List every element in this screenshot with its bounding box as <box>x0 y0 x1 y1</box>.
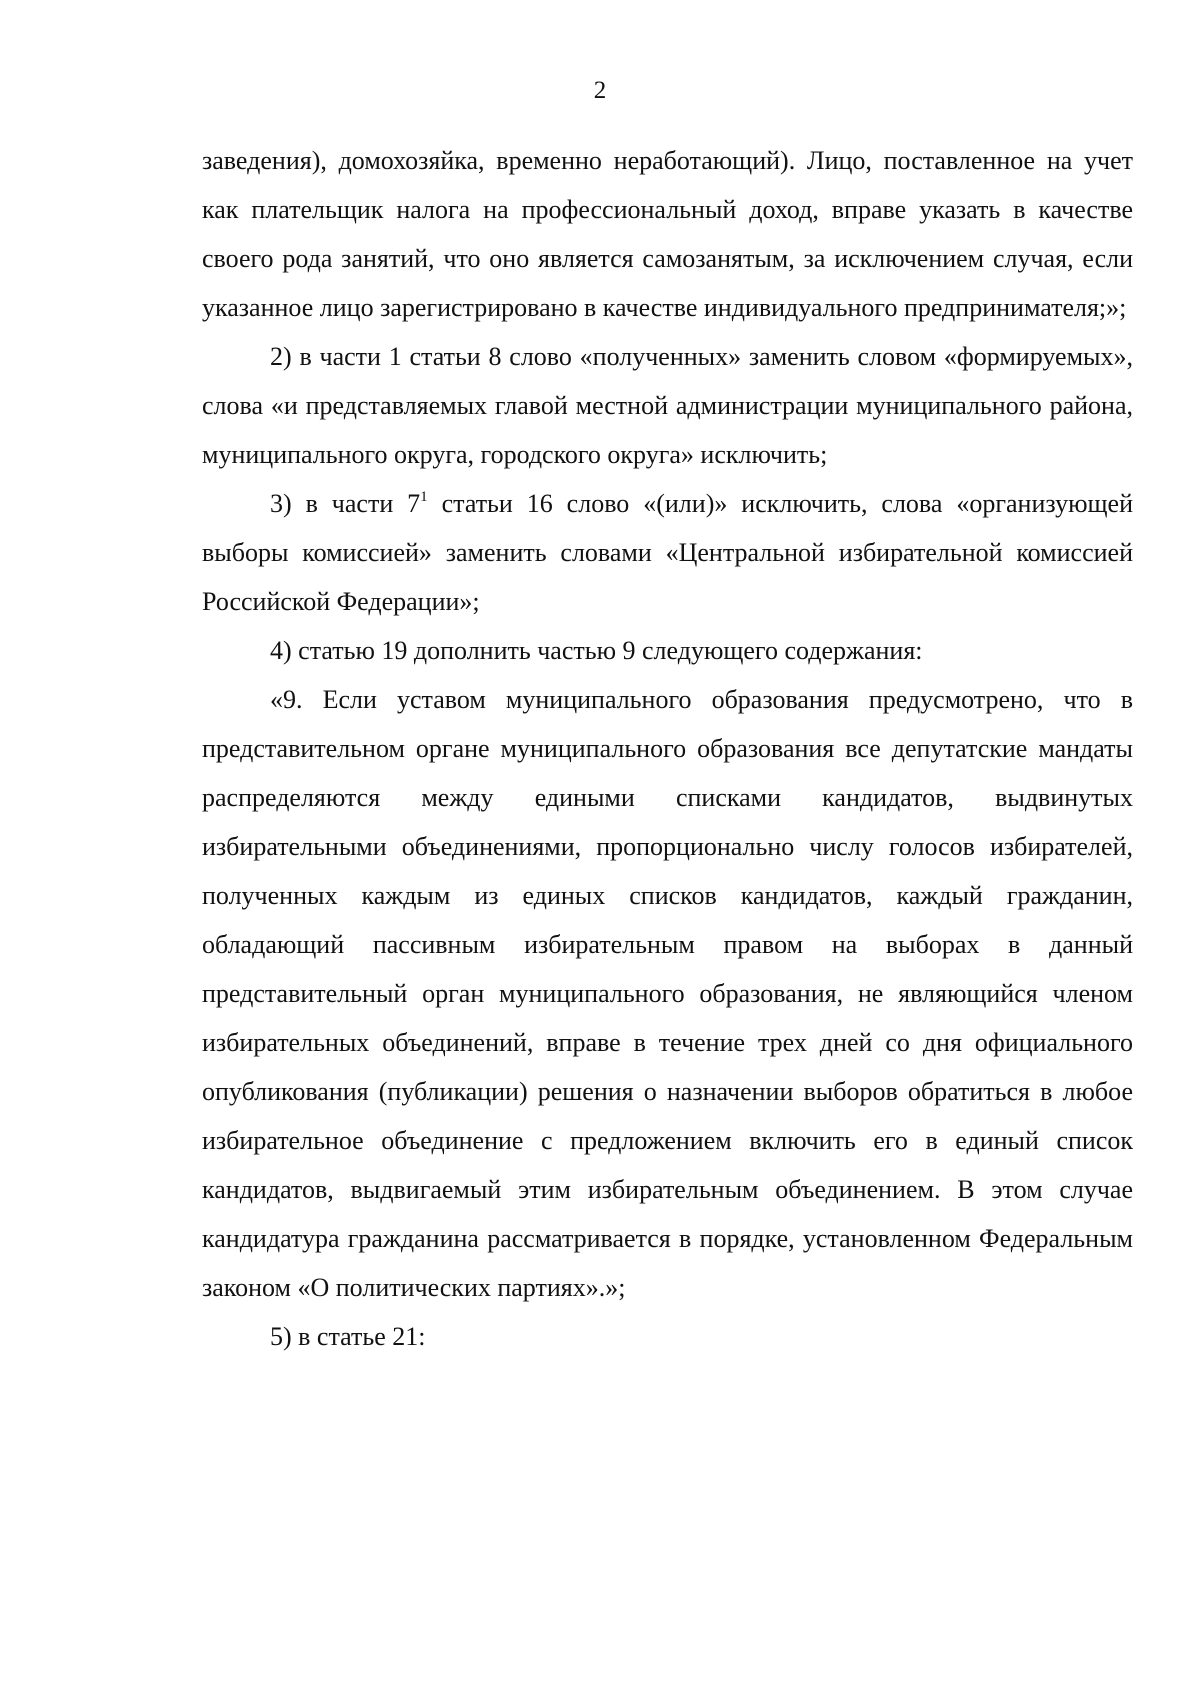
document-body <box>202 136 1133 1361</box>
page-number: 2 <box>593 77 607 104</box>
paragraph-continuation: заведения), домохозяйка, временно неработающий). Лицо, поставленное на учет как плательщик налога на профессиональный доход, вправе указать в качестве своего рода занятий, что оно является самозанятым, за исключением случая, если указанное лицо зарегистрировано в качестве индивидуального предпринимателя;»; <box>202 146 1133 322</box>
paragraph-item-3 <box>202 479 1133 626</box>
paragraph-quoted-part-9: «9. Если уставом муниципального образования предусмотрено, что в представительном органе муниципального образования все депутатские мандаты распределяются между едиными списками кандидатов, выдвинутых избирательными объединениями, пропорционально числу голосов избирателей, полученных каждым из единых списков кандидатов, каждый гражданин, обладающий пассивным избирательным правом на выборах в данный представительный орган муниципального образования, не являющийся членом избирательных объединений, вправе в течение трех дней со дня официального опубликования (публикации) решения о назначении выборов обратиться в любое избирательное объединение с предложением включить его в единый список кандидатов, выдвигаемый этим избирательным объединением. В этом случае кандидатура гражданина рассматривается в порядке, установленном Федеральным законом «О политических партиях».»; <box>202 685 1133 1302</box>
paragraph-item-5: 5) в статье 21: <box>270 1322 426 1351</box>
paragraph-item-3-end: статьи 16 слово «(или)» исключить, слова «организующей выборы комиссией» заменить словами «Центральной избирательной комиссией Российской Федерации»; <box>202 489 1133 616</box>
paragraph-item-3-start: 3) в части 7 <box>270 489 421 518</box>
paragraph-item-4: 4) статью 19 дополнить частью 9 следующего содержания: <box>270 636 923 665</box>
superscript-mark: 1 <box>420 489 428 505</box>
paragraph-item-2: 2) в части 1 статьи 8 слово «полученных» заменить словом «формируемых», слова «и представляемых главой местной администрации муниципального района, муниципального округа, городского округа» исключить; <box>202 342 1133 469</box>
